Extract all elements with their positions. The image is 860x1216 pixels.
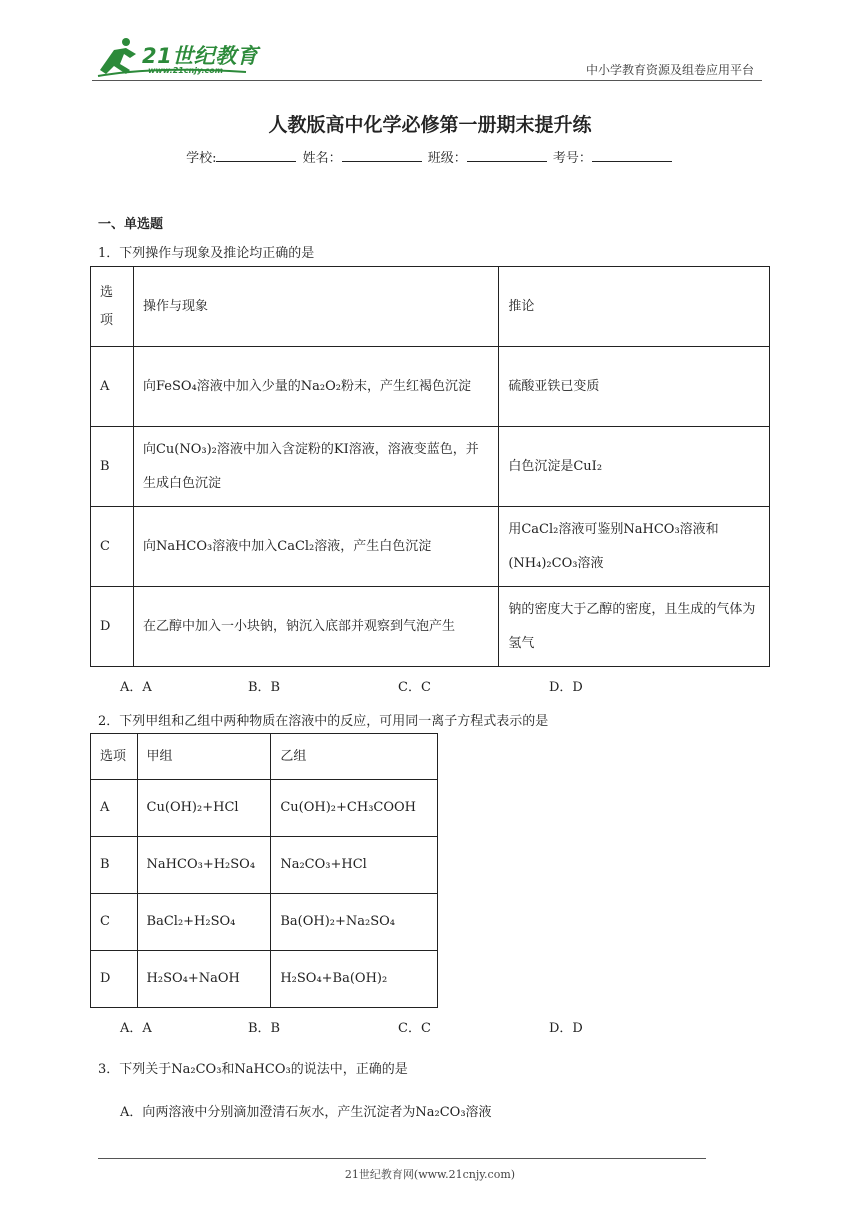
question-1-stem: 1．下列操作与现象及推论均正确的是	[98, 246, 315, 261]
header-cell-operation: 操作与现象	[133, 267, 498, 347]
section-heading: 一、单选题	[98, 217, 164, 232]
table-row	[91, 427, 770, 507]
question-2-stem: 2．下列甲组和乙组中两种物质在溶液中的反应，可用同一离子方程式表示的是	[98, 714, 549, 729]
group-b-cell: Cu(OH)₂+CH₃COOH	[271, 780, 438, 837]
group-a-cell: NaHCO₃+H₂SO₄	[137, 837, 271, 894]
header-divider	[92, 80, 762, 81]
option-cell: B	[91, 837, 138, 894]
class-label: 班级：	[427, 151, 467, 166]
question-3-stem: 3．下列关于Na₂CO₃和NaHCO₃的说法中，正确的是	[98, 1062, 408, 1077]
header-cell-option: 选项	[91, 734, 138, 780]
operation-cell: 在乙醇中加入一小块钠，钠沉入底部并观察到气泡产生	[133, 587, 498, 667]
footer-divider	[98, 1158, 706, 1159]
inference-cell: 钠的密度大于乙醇的密度，且生成的气体为氢气	[499, 587, 770, 667]
name-label: 姓名：	[302, 151, 342, 166]
footer-text: 21世纪教育网(www.21cnjy.com)	[344, 1168, 516, 1181]
group-a-cell: BaCl₂+H₂SO₄	[137, 894, 271, 951]
inference-cell: 硫酸亚铁已变质	[499, 347, 770, 427]
name-blank	[342, 148, 422, 162]
logo-url: www.21cnjy.com	[148, 66, 224, 75]
school-label: 学校:	[186, 151, 217, 166]
choice-d[interactable]: D．D	[549, 680, 583, 695]
header-cell-group-a: 甲组	[137, 734, 271, 780]
class-blank	[467, 148, 547, 162]
table-row	[91, 507, 770, 587]
choice-d[interactable]: D．D	[549, 1021, 583, 1036]
operation-cell: 向NaHCO₃溶液中加入CaCl₂溶液，产生白色沉淀	[133, 507, 498, 587]
table-row	[91, 347, 770, 427]
question-3-option-a[interactable]: A．向两溶液中分别滴加澄清石灰水，产生沉淀者为Na₂CO₃溶液	[120, 1105, 492, 1120]
table-row	[91, 267, 770, 347]
option-cell: C	[91, 507, 134, 587]
page-title: 人教版高中化学必修第一册期末提升练	[268, 114, 592, 136]
option-cell: A	[91, 347, 134, 427]
student-info-line	[0, 147, 860, 166]
choice-c[interactable]: C．C	[398, 1021, 431, 1036]
exam-no-blank	[592, 148, 672, 162]
exam-no-label: 考号：	[552, 151, 592, 166]
inference-cell: 白色沉淀是CuI₂	[499, 427, 770, 507]
school-blank	[216, 148, 296, 162]
table-row	[91, 734, 438, 780]
option-cell: D	[91, 587, 134, 667]
option-cell: C	[91, 894, 138, 951]
logo-text: 21世纪教育	[142, 44, 259, 68]
operation-cell: 向FeSO₄溶液中加入少量的Na₂O₂粉末，产生红褐色沉淀	[133, 347, 498, 427]
table-row	[91, 837, 438, 894]
header-cell-option: 选项	[91, 267, 134, 347]
choice-a[interactable]: A．A	[120, 1021, 152, 1036]
table-row	[91, 587, 770, 667]
option-cell: D	[91, 951, 138, 1008]
inference-cell: 用CaCl₂溶液可鉴别NaHCO₃溶液和(NH₄)₂CO₃溶液	[499, 507, 770, 587]
header-cell-group-b: 乙组	[271, 734, 438, 780]
group-a-cell: H₂SO₄+NaOH	[137, 951, 271, 1008]
choice-b[interactable]: B．B	[248, 1021, 281, 1036]
choice-a[interactable]: A．A	[120, 680, 152, 695]
group-a-cell: Cu(OH)₂+HCl	[137, 780, 271, 837]
choice-b[interactable]: B．B	[248, 680, 281, 695]
option-cell: B	[91, 427, 134, 507]
option-cell: A	[91, 780, 138, 837]
group-b-cell: Na₂CO₃+HCl	[271, 837, 438, 894]
group-b-cell: H₂SO₄+Ba(OH)₂	[271, 951, 438, 1008]
question-2-table	[90, 733, 438, 1008]
choice-c[interactable]: C．C	[398, 680, 431, 695]
question-1-table	[90, 266, 770, 667]
operation-cell: 向Cu(NO₃)₂溶液中加入含淀粉的KI溶液，溶液变蓝色，并生成白色沉淀	[133, 427, 498, 507]
table-row	[91, 780, 438, 837]
platform-name: 中小学教育资源及组卷应用平台	[585, 63, 754, 77]
group-b-cell: Ba(OH)₂+Na₂SO₄	[271, 894, 438, 951]
table-row	[91, 951, 438, 1008]
table-row	[91, 894, 438, 951]
header-cell-inference: 推论	[499, 267, 770, 347]
